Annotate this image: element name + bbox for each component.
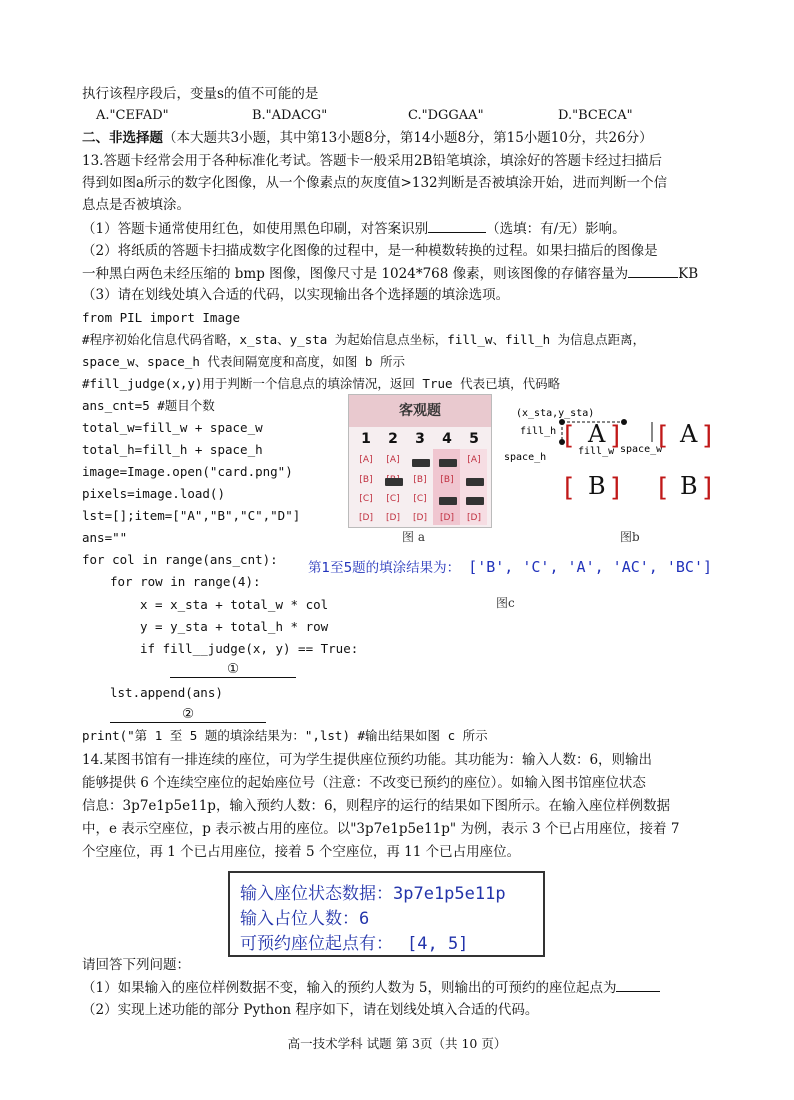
q13-sub1-post: （选填：有/无）影响。 <box>486 221 626 237</box>
column-number: 2 <box>388 431 398 447</box>
q13-line3: 息点是否被填涂。 <box>82 197 190 213</box>
code-line: ans_cnt=5 #题目个数 <box>82 398 215 413</box>
option-mark: [C] <box>386 494 400 504</box>
filled-mark <box>412 459 430 467</box>
figure-c-text: 第1至5题的填涂结果为： <box>308 560 461 576</box>
svg-text:[: [ <box>564 421 575 451</box>
output-label: 输入座位状态数据： <box>240 884 393 904</box>
q14-sub2: （2）实现上述功能的部分 Python 程序如下，请在划线处填入合适的代码。 <box>82 1002 539 1018</box>
svg-text:]: ] <box>702 421 713 451</box>
code-line: for col in range(ans_cnt): <box>82 552 278 567</box>
svg-text:[: [ <box>658 421 669 451</box>
label-fill-w: fill_w <box>578 446 615 457</box>
q14-sub1-text: （1）如果输入的座位样例数据不变，输入的预约人数为 5，则输出的可预约的座位起点为 <box>82 980 617 996</box>
option-mark: [C] <box>413 494 427 504</box>
q14-line5: 个空座位，再 1 个已占用座位，接着 5 个空座位，再 11 个已占用座位。 <box>82 844 521 860</box>
q14-line3: 信息：3p7e1p5e11p，输入预约人数：6，则程序的运行的结果如下图所示。在输入座位样例数据 <box>82 798 671 814</box>
q13-sub2-line1: （2）将纸质的答题卡扫描成数字化图像的过程中，是一种模数转换的过程。如果扫描后的图像是 <box>82 243 658 259</box>
output-label: 可预约座位起点有： <box>240 934 393 954</box>
figure-a-answer-card <box>348 394 492 528</box>
code-blank-1[interactable] <box>170 661 296 678</box>
option-mark: [D] <box>386 513 400 523</box>
svg-text:]: ] <box>610 473 621 503</box>
output-value: 3p7e1p5e11p <box>393 884 506 904</box>
letter-b: B <box>680 472 698 500</box>
svg-text:[: [ <box>658 473 669 503</box>
option-mark: [B] <box>359 475 373 485</box>
q13-sub3: （3）请在划线处填入合适的代码，以实现输出各个选择题的填涂选项。 <box>82 287 510 303</box>
figure-c-value: ['B', 'C', 'A', 'AC', 'BC'] <box>468 558 713 576</box>
filled-mark <box>466 497 484 505</box>
section2-desc: （本大题共3小题，其中第13小题8分，第14小题8分，第15小题10分，共26分） <box>163 130 653 146</box>
code-line: total_w=fill_w + space_w <box>82 420 263 435</box>
option-mark: [A] <box>386 455 400 465</box>
option-c: C."DGGAA" <box>408 108 484 123</box>
code-line: print("第 1 至 5 题的填涂结果为：",lst) #输出结果如图 c 所示 <box>82 728 488 743</box>
code-line: if fill__judge(x, y) == True: <box>140 641 359 656</box>
option-mark: [B] <box>440 475 454 485</box>
q13-sub2-post: KB <box>678 266 699 282</box>
code-line: from PIL import Image <box>82 310 241 325</box>
output-label: 输入占位人数： <box>240 909 359 929</box>
q13-line2: 得到如图a所示的数字化图像，从一个像素点的灰度值>132判断是否被填涂开始，进而判断一个信 <box>82 175 668 191</box>
blank-2-marker: ② <box>181 706 195 722</box>
q13-line1: 13.答题卡经常会用于各种标准化考试。答题卡一般采用2B铅笔填涂，填涂好的答题卡经过扫描后 <box>82 153 662 169</box>
q13-sub2-pre: 一种黑白两色未经压缩的 bmp 图像，图像尺寸是 1024*768 像素，则该图像的存储容量为 <box>82 266 629 282</box>
page-footer: 高一技术学科 试题 第 3页（共 10 页） <box>287 1036 507 1051</box>
q13-sub1-pre: （1）答题卡通常使用红色，如使用黑色印刷，对答案识别 <box>82 221 429 237</box>
output-row <box>240 904 369 929</box>
q14-sub1-blank[interactable] <box>616 977 660 992</box>
figure-b-diagram <box>502 402 730 522</box>
code-line: ans="" <box>82 530 128 545</box>
q13-sub1 <box>82 218 626 239</box>
filled-mark <box>439 459 457 467</box>
figure-a-title: 客观题 <box>349 395 491 427</box>
blank-1-marker: ① <box>226 661 240 677</box>
code-line: space_w、space_h 代表间隔宽度和高度，如图 b 所示 <box>82 354 405 369</box>
program-output-box <box>228 871 545 957</box>
code-line: total_h=fill_h + space_h <box>82 442 263 457</box>
figure-c-caption: 图c <box>496 596 515 610</box>
code-line: lst.append(ans) <box>110 685 223 700</box>
letter-a: A <box>588 420 606 448</box>
option-a: A."CEFAD" <box>96 108 169 123</box>
label-space-h: space_h <box>504 452 547 463</box>
code-blank-2[interactable] <box>110 706 266 723</box>
code-line: for row in range(4): <box>110 574 261 589</box>
letter-b: B <box>588 472 606 500</box>
option-d: D."BCECA" <box>558 108 633 123</box>
option-mark: [D] <box>359 513 373 523</box>
output-value: 6 <box>359 909 370 929</box>
svg-text:]: ] <box>702 473 713 503</box>
q13-sub2-blank[interactable] <box>628 263 678 278</box>
svg-text:]: ] <box>610 421 621 451</box>
code-line: #程序初始化信息代码省略，x_sta、y_sta 为起始信息点坐标，fill_w、fill_h 为信息点距离， <box>82 332 646 347</box>
code-line: pixels=image.load() <box>82 486 225 501</box>
filled-mark <box>439 497 457 505</box>
section2-title: 二、非选择题 <box>82 130 163 146</box>
q13-sub1-blank[interactable] <box>428 218 486 233</box>
label-xy: (x_sta,y_sta) <box>516 408 595 419</box>
option-mark: [C] <box>359 494 373 504</box>
q14-ask: 请回答下列问题： <box>82 957 190 973</box>
column-number: 3 <box>415 431 425 447</box>
q14-line4: 中，e 表示空座位，p 表示被占用的座位。以"3p7e1p5e11p" 为例，表示 3 个已占用座位，接着 7 <box>82 821 680 837</box>
intro-line: 执行该程序段后，变量s的值不可能的是 <box>82 86 319 102</box>
q14-line1: 14.某图书馆有一排连续的座位，可为学生提供座位预约功能。其功能为：输入人数：6，则输出 <box>82 752 653 768</box>
column-number: 4 <box>442 431 452 447</box>
q14-line2: 能够提供 6 个连续空座位的起始座位号（注意：不改变已预约的座位）。如输入图书馆座位状态 <box>82 775 646 791</box>
code-line: image=Image.open("card.png") <box>82 464 293 479</box>
option-b: B."ADACG" <box>252 108 328 123</box>
svg-text:[: [ <box>564 473 575 503</box>
q13-sub2-line2 <box>82 263 698 284</box>
output-row <box>240 929 468 954</box>
filled-mark <box>466 478 484 486</box>
label-fill-h: fill_h <box>520 426 557 437</box>
option-mark: [A] <box>359 455 373 465</box>
label-space-w: space_w <box>620 444 663 455</box>
column-number: 5 <box>469 431 479 447</box>
section2-heading <box>82 128 653 148</box>
code-line: lst=[];item=["A","B","C","D"] <box>82 508 301 523</box>
filled-mark <box>385 478 403 486</box>
option-mark: [D] <box>413 513 427 523</box>
output-row <box>240 879 506 904</box>
option-mark: [D] <box>440 513 454 523</box>
option-mark: [A] <box>467 455 481 465</box>
letter-a: A <box>680 420 698 448</box>
figure-b-caption: 图b <box>620 530 640 544</box>
code-line: y = y_sta + total_h * row <box>140 619 329 634</box>
option-mark: [D] <box>467 513 481 523</box>
code-line: x = x_sta + total_w * col <box>140 597 329 612</box>
column-number: 1 <box>361 431 371 447</box>
figure-c-output <box>308 556 712 576</box>
code-line: #fill_judge(x,y)用于判断一个信息点的填涂情况，返回 True 代表已填，代码略 <box>82 376 561 391</box>
output-value: [4, 5] <box>407 934 469 954</box>
figure-a-caption: 图 a <box>402 530 425 544</box>
q14-sub1 <box>82 977 660 998</box>
option-mark: [B] <box>413 475 427 485</box>
